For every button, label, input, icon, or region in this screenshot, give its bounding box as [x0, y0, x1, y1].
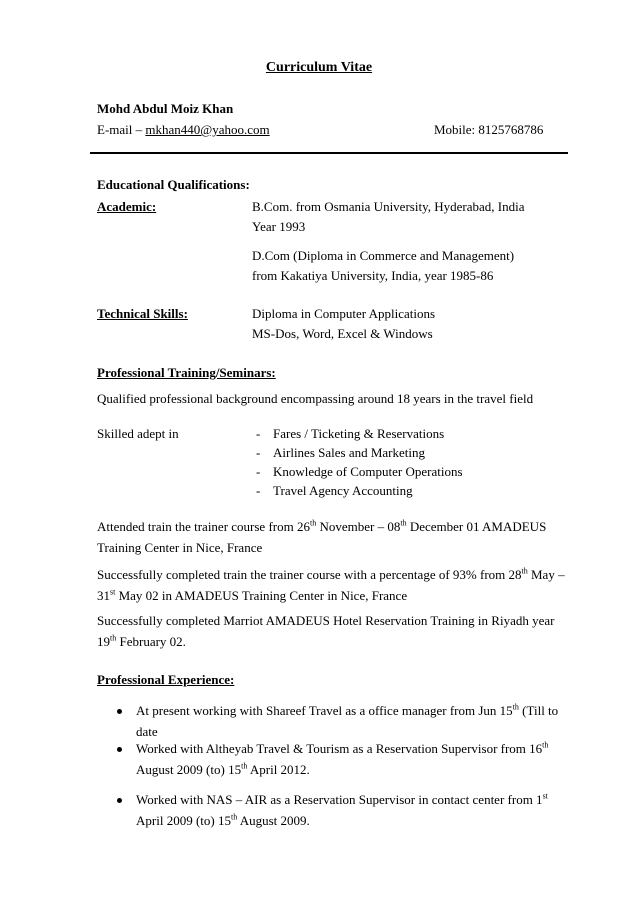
academic-line: D.Com (Diploma in Commerce and Management) — [252, 248, 515, 263]
training-paragraph-line: 31st May 02 in AMADEUS Training Center in Nice, France — [97, 587, 408, 603]
skill-item: Knowledge of Computer Operations — [273, 464, 463, 479]
bullet-icon — [117, 798, 122, 803]
technical-line: Diploma in Computer Applications — [252, 306, 436, 321]
academic-label: Academic: — [97, 199, 157, 214]
training-paragraph-line: Training Center in Nice, France — [97, 540, 263, 555]
candidate-name: Mohd Abdul Moiz Khan — [97, 101, 234, 116]
email-label: E-mail – — [97, 122, 143, 137]
education-heading: Educational Qualifications: — [97, 177, 250, 192]
email-line — [97, 122, 270, 138]
training-paragraph-line: 19th February 02. — [97, 633, 186, 649]
academic-line: B.Com. from Osmania University, Hyderabad, India — [252, 199, 525, 214]
training-heading: Professional Training/Seminars: — [97, 365, 276, 380]
email-link[interactable]: mkhan440@yahoo.com — [145, 122, 270, 137]
skill-item: Airlines Sales and Marketing — [273, 445, 425, 460]
academic-line: from Kakatiya University, India, year 1985-86 — [252, 268, 494, 283]
academic-line: Year 1993 — [252, 219, 306, 234]
experience-item-line: August 2009 (to) 15th April 2012. — [136, 761, 310, 777]
training-paragraph: Successfully completed train the trainer course with a percentage of 93% from 28th May – — [97, 566, 565, 582]
skilled-label: Skilled adept in — [97, 426, 179, 441]
experience-item-line: date — [136, 724, 158, 739]
training-intro: Qualified professional background encompassing around 18 years in the travel field — [97, 391, 534, 406]
technical-line: MS-Dos, Word, Excel & Windows — [252, 326, 433, 341]
skill-item: Travel Agency Accounting — [273, 483, 413, 498]
bullet-icon — [117, 747, 122, 752]
document-title: Curriculum Vitae — [265, 60, 373, 75]
training-paragraph: Successfully completed Marriot AMADEUS Hotel Reservation Training in Riyadh year — [97, 613, 555, 628]
bullet-icon — [117, 709, 122, 714]
skill-dash: - — [256, 426, 261, 441]
skill-item: Fares / Ticketing & Reservations — [273, 426, 445, 441]
skill-dash: - — [256, 483, 261, 498]
experience-item: Worked with NAS – AIR as a Reservation Supervisor in contact center from 1st — [136, 791, 548, 807]
training-paragraph: Attended train the trainer course from 26th November – 08th December 01 AMADEUS — [97, 518, 547, 534]
experience-heading: Professional Experience: — [97, 672, 235, 687]
skill-dash: - — [256, 464, 261, 479]
skill-dash: - — [256, 445, 261, 460]
technical-skills-label: Technical Skills: — [97, 306, 188, 321]
mobile-number: Mobile: 8125768786 — [434, 122, 544, 137]
experience-item-line: April 2009 (to) 15th August 2009. — [136, 812, 310, 828]
experience-item: Worked with Altheyab Travel & Tourism as a Reservation Supervisor from 16th — [136, 740, 549, 756]
experience-item: At present working with Shareef Travel as a office manager from Jun 15th (Till to — [136, 702, 559, 718]
header-divider — [90, 152, 568, 154]
